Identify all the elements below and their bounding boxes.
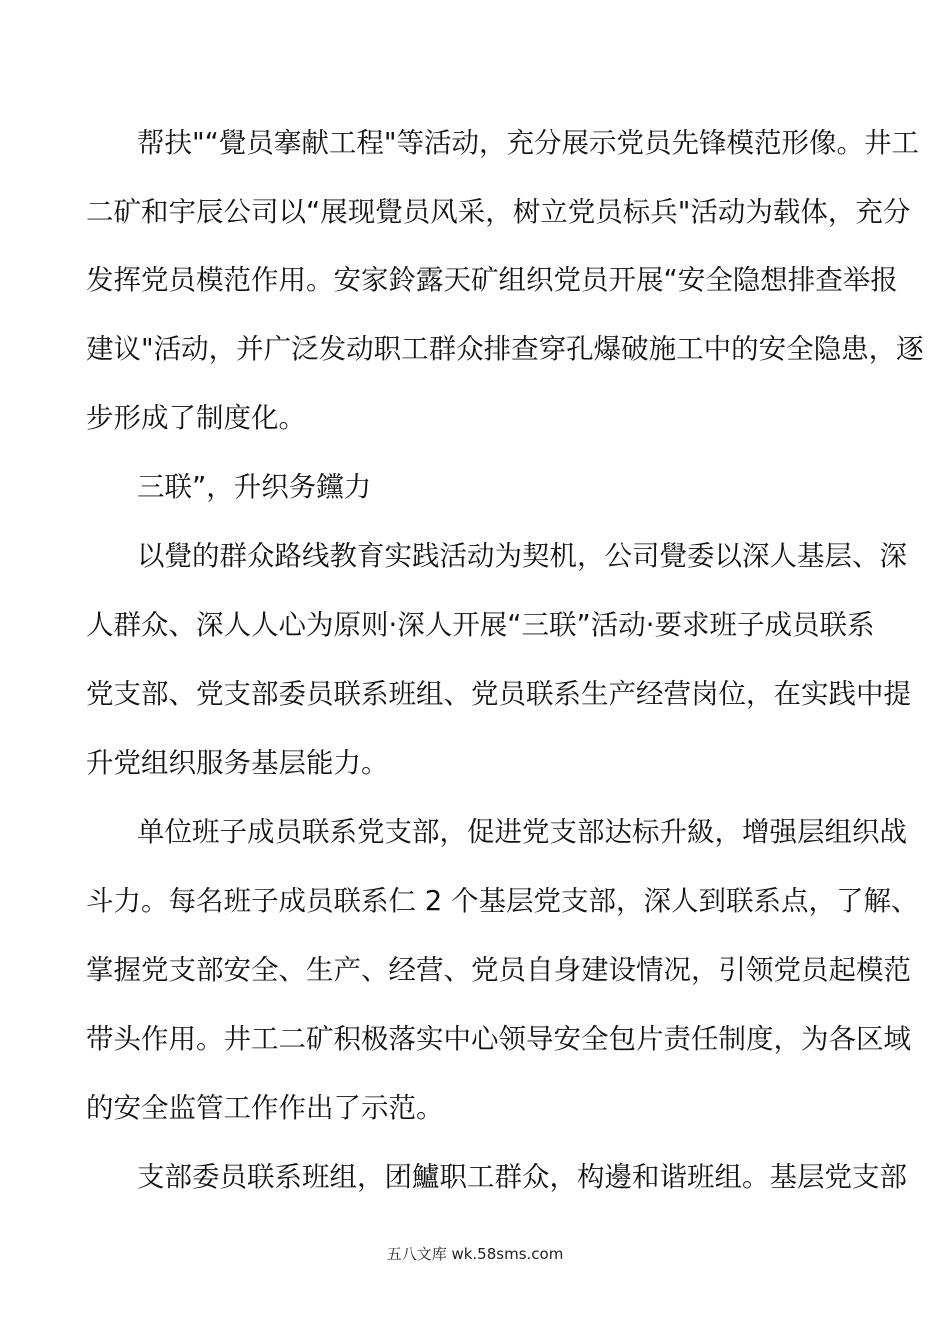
page-footer: 五八文库 wk.58sms.com [386,1245,564,1263]
text-line: 以覺的群众路线教育实践活动为契机，公司覺委以深人基层、深 [137,540,907,572]
text-line: 带头作用。井工二矿积极落实中心领导安全包片责任制度，为各区域 [86,1023,911,1055]
text-line: 掌握党支部安全、生产、经营、党员自身建设情况，引领党员起模范 [86,954,911,986]
text-line: 建议"活动，并广泛发动职工群众排查穿孔爆破施工中的安全隐患，逐 [86,333,924,365]
text-line: 升党组织服务基层能力。 [86,747,389,779]
text-line: 支部委员联系班组，团鱸职工群众，构邊和谐班组。基层党支部 [137,1161,907,1193]
text-line: 帮扶"“覺员搴献工程"等活动，充分展示党员先锋模范形像。井工 [137,127,920,159]
text-line: 二矿和宇辰公司以“展现覺员风采，树立党员标兵"活动为载体，充分 [86,196,911,228]
text-line: 发挥党员模范作用。安家鈴露天矿组织党员开展“安全隐想排查举报 [86,264,898,296]
text-line: 斗力。每名班子成员联系仁 2 个基层党支部，深人到联系点，了解、 [86,885,919,917]
text-line: 步形成了制度化。 [86,402,306,434]
text-line: 人群众、深人人心为原则·深人开展“三联”活动·要求班子成员联系 [86,609,875,641]
text-line: 党支部、党支部委员联系班组、党员联系生产经营岗位，在实践中提 [86,678,911,710]
section-heading: 三联”，升织务钂力 [137,471,372,503]
text-line: 单位班子成员联系党支部，促进党支部达标升級，增强层组织战 [137,816,907,848]
text-line: 的安全监管工作作出了示范。 [86,1092,444,1124]
